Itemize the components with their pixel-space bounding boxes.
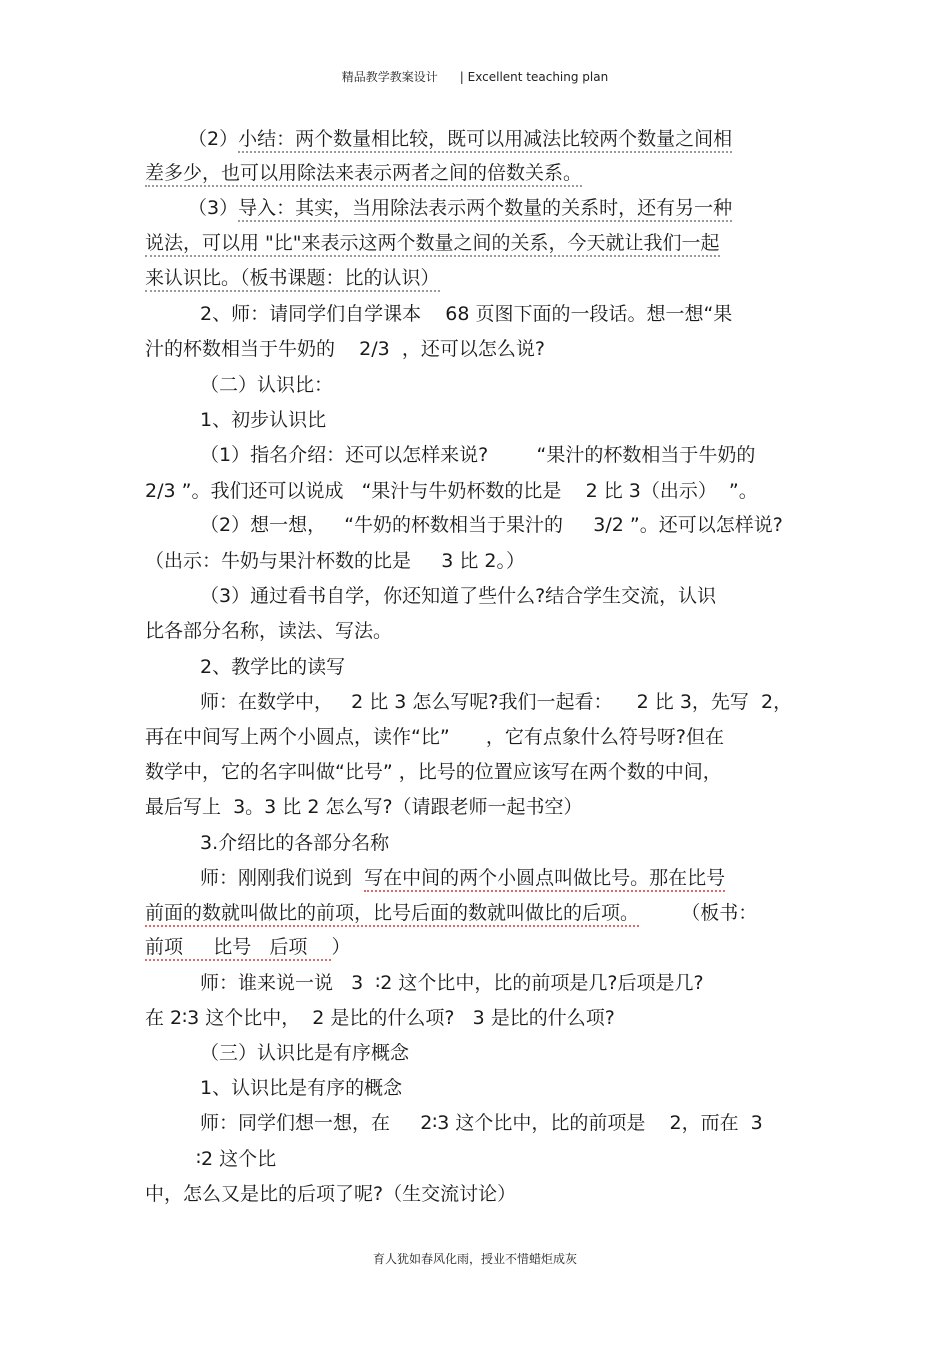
line-segment: （3）	[188, 197, 239, 219]
line-segment: 汁的杯数相当于牛奶的 2/3 ，还可以怎么说?	[145, 338, 545, 360]
line-segment-underlined: 前项 比号 后项	[145, 936, 331, 961]
line-segment: （三）认识比是有序概念	[200, 1042, 410, 1064]
text-line	[145, 231, 720, 255]
line-segment: 再在中间写上两个小圆点，读作“比” ，它有点象什么符号呀?但在	[145, 726, 725, 748]
text-line	[200, 443, 755, 467]
line-segment: （3）通过看书自学，你还知道了些什么?结合学生交流，认识	[200, 585, 717, 607]
page-footer: 育人犹如春风化雨，授业不惜蜡炬成灰	[372, 1252, 577, 1266]
line-segment: （2）	[188, 128, 239, 150]
text-line	[145, 795, 583, 819]
line-segment-underlined: 前面的数就叫做比的前项，比号后面的数就叫做比的后项。	[145, 902, 639, 927]
text-line	[200, 866, 725, 890]
line-segment-underlined: 写在中间的两个小圆点叫做比号。那在比号	[364, 867, 725, 892]
line-segment: （出示：牛奶与果汁杯数的比是 3 比 2。）	[145, 550, 525, 572]
line-segment-underlined: 导入：其实，当用除法表示两个数量的关系时，还有另一种	[238, 197, 732, 222]
text-line	[200, 1076, 402, 1100]
line-segment: 数学中，它的名字叫做“比号” ，比号的位置应该写在两个数的中间，	[145, 761, 722, 783]
text-line	[200, 831, 389, 855]
text-line	[200, 373, 333, 397]
text-line	[200, 690, 792, 714]
line-segment: （二）认识比：	[200, 374, 334, 396]
line-segment: 师：谁来说一说 3 ∶2 这个比中，比的前项是几?后项是几?	[200, 972, 704, 994]
text-line	[200, 408, 326, 432]
text-line	[200, 584, 716, 608]
text-line	[200, 971, 704, 995]
line-segment: 在 2∶3 这个比中， 2 是比的什么项? 3 是比的什么项?	[145, 1007, 615, 1029]
line-segment: 3.介绍比的各部分名称	[200, 832, 390, 854]
text-line	[145, 1182, 516, 1206]
text-line	[145, 337, 545, 361]
line-segment: （1）指名介绍：还可以怎样来说? “果汁的杯数相当于牛奶的	[200, 444, 756, 466]
page-header	[0, 68, 950, 85]
line-segment: 最后写上 3。3 比 2 怎么写?（请跟老师一起书空）	[145, 796, 583, 818]
text-line	[200, 302, 732, 326]
line-segment-underlined: 来认识比。（板书课题：比的认识）	[145, 267, 440, 292]
line-segment-underlined: 说法，可以用 "比"来表示这两个数量之间的关系，今天就让我们一起	[145, 232, 720, 257]
line-segment: 师：刚刚我们说到	[200, 867, 365, 889]
line-segment: 2、教学比的读写	[200, 656, 346, 678]
text-line	[145, 935, 351, 959]
text-line	[196, 1147, 276, 1171]
line-segment: 师：同学们想一想，在 2∶3 这个比中，比的前项是 2，而在 3	[200, 1112, 763, 1134]
line-segment-underlined: 小结：两个数量相比较，既可以用减法比较两个数量之间相	[238, 128, 732, 153]
line-segment: 中，怎么又是比的后项了呢?（生交流讨论）	[145, 1183, 517, 1205]
text-line	[188, 196, 732, 220]
line-segment: ）	[331, 936, 351, 958]
text-line	[145, 725, 724, 749]
text-line	[145, 266, 440, 290]
line-segment: 师：在数学中， 2 比 3 怎么写呢?我们一起看： 2 比 3，先写 2，	[200, 691, 793, 713]
text-line	[200, 1111, 763, 1135]
header-title-cn: 精品教学教案设计	[341, 70, 438, 84]
line-segment: （板书：	[639, 902, 758, 924]
text-line	[200, 1041, 409, 1065]
text-line	[145, 901, 757, 925]
text-line	[145, 619, 392, 643]
text-line	[145, 161, 582, 185]
text-line	[145, 479, 758, 503]
text-line	[200, 513, 783, 537]
line-segment: 1、初步认识比	[200, 409, 327, 431]
text-line	[188, 127, 732, 151]
text-line	[200, 655, 345, 679]
text-line	[145, 1006, 615, 1030]
header-title-en: | Excellent teaching plan	[459, 70, 609, 84]
line-segment-underlined: 差多少，也可以用除法来表示两者之间的倍数关系。	[145, 162, 582, 187]
text-line	[145, 760, 722, 784]
line-segment: 2/3 ”。我们还可以说成 “果汁与牛奶杯数的比是 2 比 3（出示） ”。	[145, 480, 758, 502]
line-segment: ∶2 这个比	[196, 1148, 277, 1170]
line-segment: 1、认识比是有序的概念	[200, 1077, 403, 1099]
line-segment: （2）想一想， “牛奶的杯数相当于果汁的 3/2 ”。还可以怎样说?	[200, 514, 783, 536]
line-segment: 比各部分名称，读法、写法。	[145, 620, 393, 642]
line-segment: 2、师：请同学们自学课本 68 页图下面的一段话。想一想“果	[200, 303, 733, 325]
text-line	[145, 549, 525, 573]
